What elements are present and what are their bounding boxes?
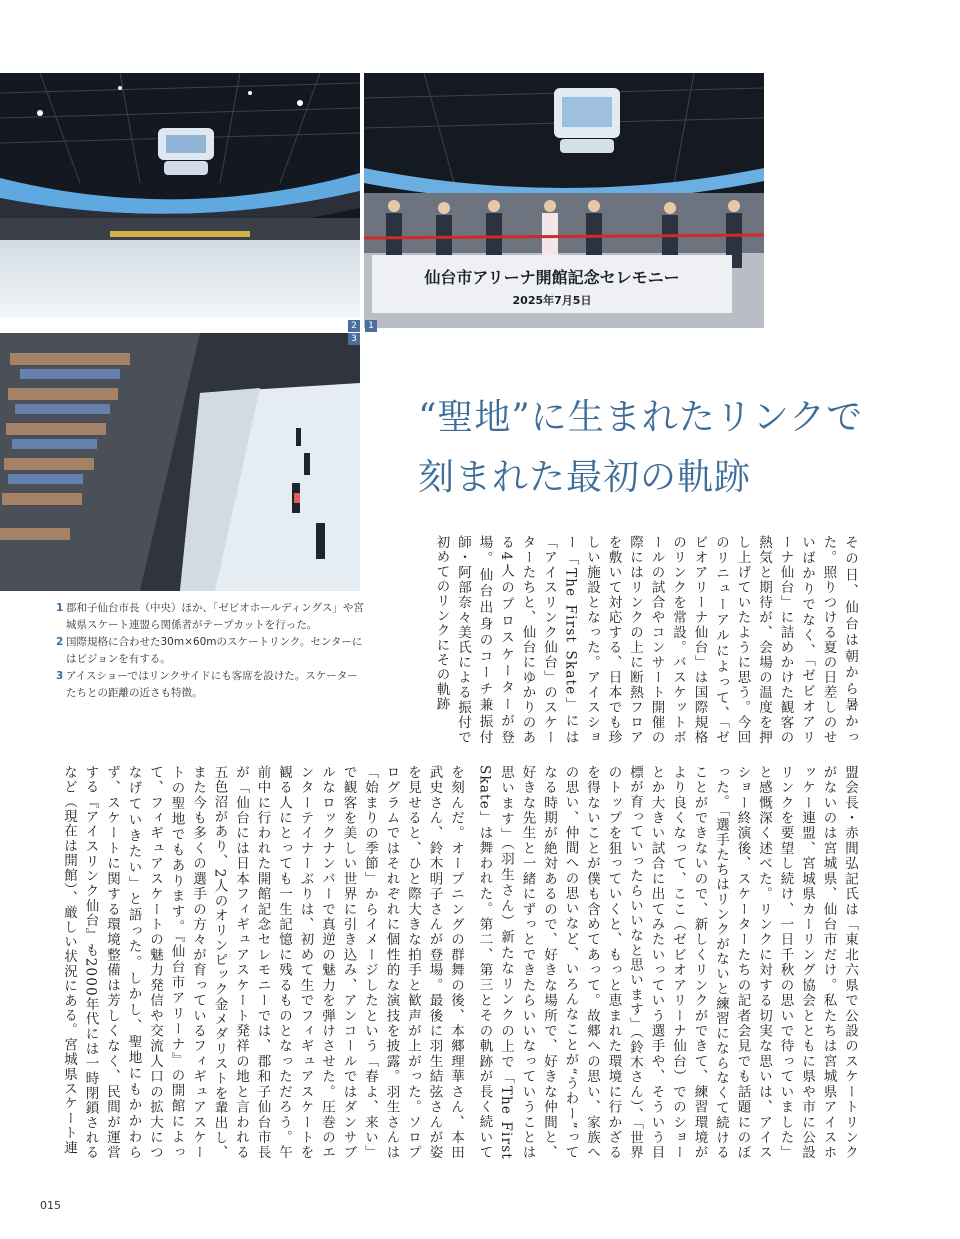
body-column-middle-lower-left: を刻んだ。オープニングの群舞の後、本郷理華さん、本田武史さん、鈴木明子さんが登場。最後に羽生結弦さんが姿を見せると、ひと際大きな拍手と歓声が上がった。ソロプログラムではそれぞれに個性的な演技を披露。羽生さんは「始まりの季節」からイメージしたという「春よ、来い」で観客を美しい世界に引き込み、アンコールではダンサブルなロックナンバーで真逆の魅力を弾けさせた。圧巻のエンターテイナーぶりは、初めて生でフィギュアスケートを観る人にとっても一生記憶に残るものとなっただろう。午前中に行われた開館記念セレモニーでは、郡和子仙台市長が「仙台には日本フィギュアスケート発祥の地と言われる五色沼があり、2人のオリンピック金メダリストを輩出し、また今も多くの選手の方々が育っているフィギュアスケートの聖地でもあります。『仙台市アリーナ』の開館によって、フィギュアスケートの魅力発信や交流人口の拡大につなげていきたい」と語った。しかし、聖地にもかかわらず、スケートに関する環境整備は芳しくなく、民間が運営する『アイスリンク仙台』も2000年代には一時閉鎖されるなど（現在は開館）、厳しい状況にある。宮城県スケート連 [61,765,464,1160]
arena-image [0,73,360,318]
photo-ice-show [0,333,360,591]
body-column-lower-right: 盟会長・赤間弘記氏は「東北六県で公設のスケートリンクがないのは宮城県、仙台市だけ。私たちは宮城県アイスホッケー連盟、宮城県カーリング協会とともに県や市に公設リンクを要望し続け、一日千秋の思いで待っていました」と感慨深く述べた。リンクに対する切実な思いは、アイスショー終演後、スケーターたちの記者会見でも話題にのぼった。「選手たちはリンクがないと練習にならなくて続けることができないので、新しくリンクができて、練習環境がより良くなって、ここ（ゼビオアリーナ仙台）でのショーとか大きい試合に出てみたいっていう選手や、そういう目標が育っていったらいいなと思います」（鈴木さん）、「世界のトップを狙っていくと、もっと恵まれた環境に行かざるを得ないことが僕も含めてあって。故郷への思い、家族への思い、仲間への思いなど、いろんなことが“うわー”ってなる時期が絶対あるので、好きな場所で、好きな仲間と、好きな先生と一緒にずっとできたらいいなっていうことは思います」（羽生さん）新たなリンクの上で「The First Skate」は舞われた。第二、第三とその軌跡が長く続いて [476,765,858,1160]
photo-3-badge: 3 [348,333,360,345]
caption-3-number: 3 [56,670,64,682]
article-headline [418,390,864,506]
body-column-upper: その日、仙台は朝から暑かった。照りつける夏の日差しのせいばかりでなく、「ゼビオアリーナ仙台」に詰めかけた観客の熱気と期待が、会場の温度を押し上げていたように思う。今回のリニューアルによって、「ゼビオアリーナ仙台」は国際規格のリンクを常設。バスケットボールの試合やコンサート開催の際にはリンクの上に断熱フロアを敷いて対応する、日本でも珍しい施設となった。アイスショー「The First Skate」には「アイスリンク仙台」のスケーターたちと、仙台にゆかりのある4人のプロスケーターが登場。仙台出身のコーチ兼振付師・阿部奈々美氏による振付で初めてのリンクにその軌跡 [433,535,858,745]
caption-1 [56,600,366,634]
ceremony-sign-title: 仙台市アリーナ開館記念セレモニー [424,268,680,287]
headline-line-2: 刻まれた最初の軌跡 [418,457,752,498]
caption-2 [56,634,366,668]
photo-ceremony [364,73,764,328]
headline-line-1: “聖地”に生まれたリンクで [418,397,864,438]
photo-captions [56,600,366,702]
photo-1-badge: 1 [365,320,377,332]
caption-3 [56,668,366,702]
caption-1-number: 1 [56,602,64,614]
caption-2-text: 国際規格に合わせた30m×60mのスケートリンク。センターにはビジョンを有する。 [66,636,363,665]
caption-3-text: アイスショーではリンクサイドにも客席を設けた。スケーターたちとの距離の近さも特徴。 [66,670,358,699]
ceremony-image [364,73,764,328]
caption-2-number: 2 [56,636,64,648]
page-number: 015 [40,1199,61,1212]
ceremony-sign-date: 2025年7月5日 [512,294,592,307]
photo-2-badge: 2 [348,320,360,332]
photo-empty-arena [0,73,360,318]
ice-show-image [0,333,360,591]
caption-1-text: 郡和子仙台市長（中央）ほか、「ゼビオホールディングス」や宮城県スケート連盟ら関係者がテープカットを行った。 [66,602,364,631]
